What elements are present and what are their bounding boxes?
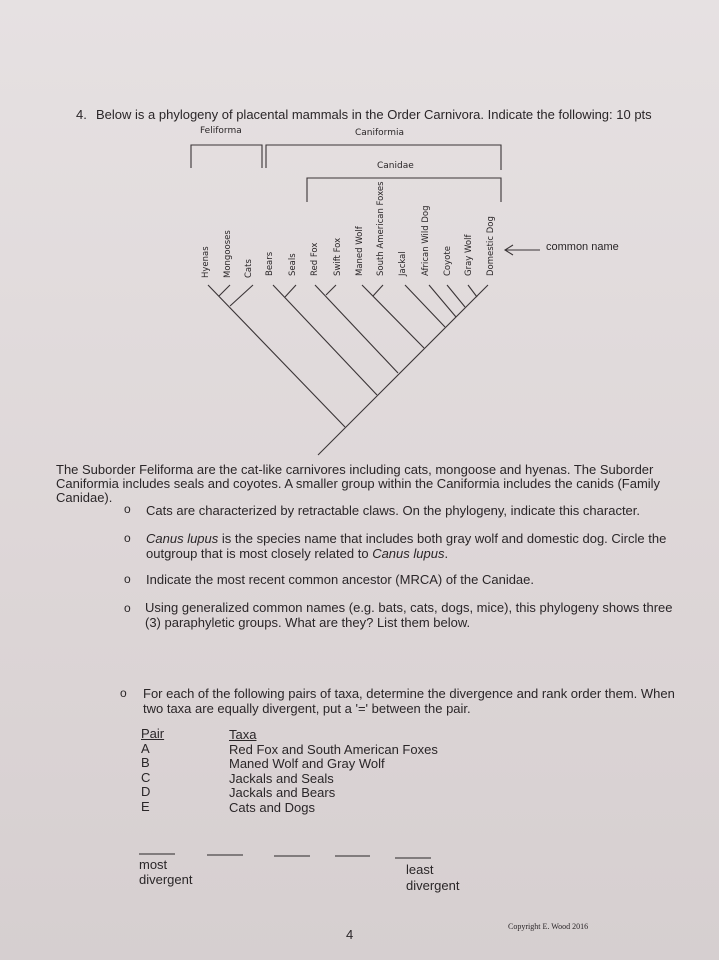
taxon-label: Gray Wolf [464,234,474,276]
pair-header: Pair [141,726,165,741]
bullet-icon: o [124,601,131,615]
pair-letter: D [141,784,151,799]
taxon-label: Hyenas [201,246,211,278]
taxa-pair: Cats and Dogs [229,799,315,815]
common-name-annotation: common name [546,241,619,253]
bullet-text [143,686,675,716]
taxon-label: Maned Wolf [355,226,365,276]
taxon-label: Mongooses [223,230,233,278]
branch-jackal [405,285,445,327]
intro-line: Caniformia includes seals and coyotes. A smaller group within the Caniformia includes the canids (Family [56,476,661,491]
bullet-icon: o [124,572,131,586]
taxa-pair: Jackals and Bears [229,785,336,800]
bracket-feliforma [191,145,262,168]
label-line: least [406,862,434,877]
question-number: 4. [76,107,87,122]
pair-letter: B [141,755,150,770]
branch-swift-fox [326,285,336,295]
ranking-blanks [0,840,719,870]
group-label-caniformia: Caniformia [355,128,405,138]
taxa-header: Taxa [229,727,257,742]
bracket-canidae [307,178,501,202]
bullet-line: two taxa are equally divergent, put a '=' between the pair. [143,701,471,716]
taxon-label: Coyote [443,246,453,276]
intro-paragraph [56,463,660,505]
question-text: Below is a phylogeny of placental mammals in the Order Carnivora. Indicate the following: 10 pts [96,107,652,122]
taxon-label: Seals [288,253,298,276]
bullet-line: Using generalized common names (e.g. bats, cats, dogs, mice), this phylogeny shows three [145,600,673,615]
taxon-label: Domestic Dog [486,216,496,276]
italic-species: Canus lupus [372,546,445,561]
bullet-icon: o [124,502,131,516]
label-line: most [139,857,168,872]
branch-gray-wolf [468,285,477,297]
branch-coyote [447,285,465,307]
italic-species: Canus lupus [146,531,219,546]
arrow-common-name [505,245,540,255]
branch-south-american-foxes [373,285,383,296]
label-line: divergent [406,878,460,893]
branch-cats [230,285,253,306]
pair-column [141,727,164,814]
bullet-text: Cats are characterized by retractable claws. On the phylogeny, indicate this character. [146,503,641,518]
pair-letter: A [141,740,150,756]
copyright: Copyright E. Wood 2016 [508,922,589,931]
least-divergent-label [406,862,459,894]
branch-red-fox [315,285,398,373]
branch-mongooses [219,285,230,296]
taxon-label: African Wild Dog [421,205,431,276]
branch-bears [273,285,377,395]
taxon-label: Jackal [398,251,408,276]
bullet-line: is the species name that includes both gray wolf and domestic dog. Circle the [218,531,667,546]
taxa-pair: Maned Wolf and Gray Wolf [229,756,385,771]
branch-hyenas [208,285,345,427]
bullet-line: For each of the following pairs of taxa, determine the divergence and rank order them. When [143,686,675,701]
bracket-caniformia [266,145,501,170]
branch-seals [285,285,296,297]
label-line: divergent [139,872,193,887]
branch-african-wild-dog [429,285,456,317]
bullet-text: Indicate the most recent common ancestor (MRCA) of the Canidae. [146,572,535,587]
bullet-line: (3) paraphyletic groups. What are they? List them below. [145,615,471,630]
taxon-label: Cats [244,259,254,278]
taxon-label: South American Foxes [376,181,386,276]
bullet-text [146,531,666,561]
group-label-canidae: Canidae [377,161,414,171]
page-number: 4 [346,927,354,942]
intro-line: The Suborder Feliforma are the cat-like carnivores including cats, mongoose and hyenas. The Suborder [56,462,654,477]
taxa-column [229,728,438,815]
bullet-icon: o [124,531,131,545]
pair-letter: C [141,769,151,785]
taxon-label: Red Fox [310,242,320,276]
group-label-feliforma: Feliforma [200,126,242,136]
intro-line: Canidae). [56,490,113,505]
taxon-label: Swift Fox [333,237,343,276]
bullet-icon: o [120,686,127,700]
taxa-pair: Jackals and Seals [229,770,334,786]
most-divergent-label [139,857,192,887]
taxa-pair: Red Fox and South American Foxes [229,741,438,757]
taxon-label: Bears [265,251,275,276]
bullet-line: outgroup that is most closely related to [146,546,373,561]
bullet-line: . [444,546,449,561]
pair-letter: E [141,798,150,814]
tree-trunk [318,285,488,455]
bullet-text [145,600,672,630]
